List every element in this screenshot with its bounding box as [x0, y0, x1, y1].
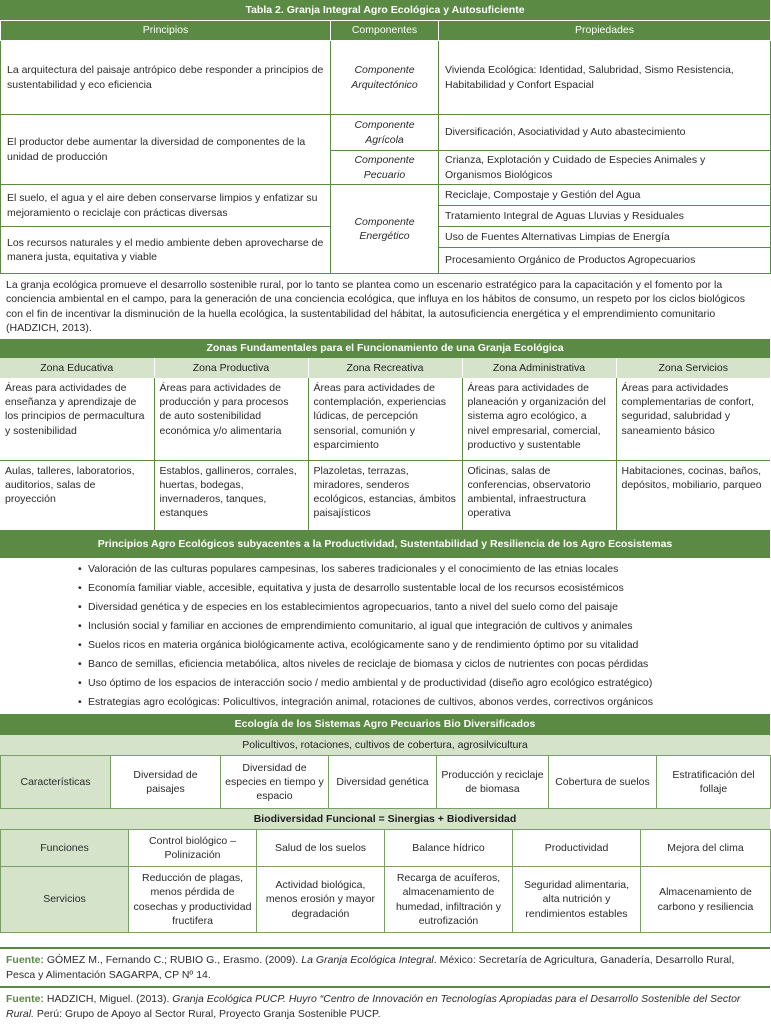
- list-item: • Banco de semillas, eficiencia metabólica, altos niveles de reciclaje de biomasa y ciclos de nutrientes con pocas pérdidas: [88, 655, 770, 674]
- component-cell: Componente Pecuario: [331, 151, 439, 185]
- zone-description: Áreas para actividades de enseñanza y aprendizaje de los principios de permacultura y sostenibilidad: [5, 382, 145, 437]
- table2: [0, 20, 771, 274]
- characteristic-cell: Diversidad de paisajes: [111, 756, 221, 809]
- property-cell: Reciclaje, Compostaje y Gestión del Agua: [439, 185, 771, 206]
- source-text: GÓMEZ M., Fernando C.; RUBIO G., Erasmo. (2009).: [43, 954, 302, 966]
- characteristic-cell: Diversidad de especies en tiempo y espacio: [221, 756, 329, 809]
- intro-paragraph: La granja ecológica promueve el desarrollo sostenible rural, por lo tanto se plantea como un escenario estratégico para la capacitación y el fomento por la conciencia ambiental en el campo, para la generación de una conciencia ecológica, que influya en los hábitos de consumo, un respeto por los ciclos biológicos con el fin de incentivar la disminución de la huella ecológica, la sustentabilidad del hábitat, la autosuficiencia energética y el emprendimiento comunitario (HADZICH, 2013).: [6, 279, 745, 335]
- source-label: Fuente:: [6, 993, 44, 1006]
- zone-description: Áreas para actividades de contemplación, experiencias lúdicas, de percepción sensorial, comunión y esparcimiento: [308, 378, 462, 460]
- principles-title: Principios Agro Ecológicos subyacentes a la Productividad, Sustentabilidad y Resiliencia de los Agro Ecosistemas: [0, 530, 770, 558]
- function-cell: Balance hídrico: [385, 830, 513, 867]
- zone-examples: Plazoletas, terrazas, miradores, senderos ecológicos, estancias, ámbitos paisajísticos: [308, 460, 462, 530]
- characteristic-cell: Producción y reciclaje de biomasa: [437, 756, 549, 809]
- zone-examples: Habitaciones, cocinas, baños, depósitos, mobiliario, parqueo: [616, 460, 770, 530]
- function-cell: Productividad: [513, 830, 641, 867]
- zone-header: Zona Recreativa: [308, 358, 462, 378]
- zone-description: Áreas para actividades de producción y para procesos de auto sostenibilidad económica y/o alimentaria: [154, 378, 308, 460]
- zone-description: Áreas para actividades complementarias de confort, seguridad, salubridad y saneamiento básico: [616, 378, 770, 460]
- source-gomez: [0, 949, 770, 986]
- zone-examples: Establos, gallineros, corrales, huertas, bodegas, invernaderos, tanques, estanques: [154, 460, 308, 530]
- source-title: Granja Ecológica PUCP. Huyro “Centro de Innovación en Tecnologías Apropiadas para el Desarrollo Sostenible del Sector Rural.: [6, 993, 741, 1021]
- component-cell: Componente Energético: [331, 185, 439, 274]
- header-componentes: Componentes: [331, 21, 439, 41]
- zone-header: Zona Administrativa: [462, 358, 616, 378]
- principles-list: [0, 558, 770, 714]
- service-cell: Almacenamiento de carbono y resiliencia: [641, 867, 771, 933]
- source-title: La Granja Ecológica Integral: [301, 954, 434, 966]
- eco-title: Ecología de los Sistemas Agro Pecuarios Bio Diversificados: [0, 714, 770, 735]
- characteristic-cell: Cobertura de suelos: [549, 756, 657, 809]
- list-item: • Inclusión social y familiar en acciones de emprendimiento comunitario, al igual que integración de cultivos y animales: [88, 617, 770, 636]
- service-cell: Actividad biológica, menos erosión y mayor degradación: [257, 867, 385, 933]
- table2-title: Tabla 2. Granja Integral Agro Ecológica y Autosuficiente: [0, 0, 770, 20]
- list-item: • Diversidad genética y de especies en los establecimientos agropecuarios, tanto a nivel del suelo como del paisaje: [88, 598, 770, 617]
- characteristics-label: Características: [1, 756, 111, 809]
- property-cell: Crianza, Explotación y Cuidado de Especies Animales y Organismos Biológicos: [439, 151, 771, 185]
- source-hadzich: [0, 988, 770, 1025]
- source-label: Fuente:: [6, 954, 44, 966]
- principle-cell: El suelo, el agua y el aire deben conservarse limpios y enfatizar su mejoramiento o reciclaje con prácticas diversas: [1, 185, 331, 227]
- list-item: • Uso óptimo de los espacios de interacción socio / medio ambiental y de productividad (diseño agro ecológico estratégico): [88, 674, 770, 693]
- property-cell: Tratamiento Integral de Aguas Lluvias y Residuales: [439, 206, 771, 227]
- header-propiedades: Propiedades: [439, 21, 771, 41]
- eco-subtitle-policultivos: Policultivos, rotaciones, cultivos de cobertura, agrosilvicultura: [0, 735, 770, 755]
- eco-functions-table: [0, 829, 771, 933]
- list-item: • Economía familiar viable, accesible, equitativa y justa de desarrollo sustentable local de los recursos ecosistémicos: [88, 579, 770, 598]
- zones-table: [0, 358, 770, 530]
- component-cell: Componente Arquitectónico: [331, 41, 439, 115]
- zone-examples: Aulas, talleres, laboratorios, auditorios, salas de proyección: [0, 460, 154, 530]
- list-item: • Valoración de las culturas populares campesinas, los saberes tradicionales y el conocimiento de las etnias locales: [88, 560, 770, 579]
- eco-subtitle-biodiversidad: Biodiversidad Funcional = Sinergias + Biodiversidad: [0, 809, 770, 829]
- header-principios: Principios: [1, 21, 331, 41]
- service-cell: Reducción de plagas, menos pérdida de cosechas y productividad fructifera: [129, 867, 257, 933]
- characteristic-cell: Diversidad genética: [329, 756, 437, 809]
- principle-cell: La arquitectura del paisaje antrópico debe responder a principios de sustentabilidad y eco eficiencia: [1, 41, 331, 115]
- list-item: • Suelos ricos en materia orgánica biológicamente activa, ecológicamente sano y de rendimiento óptimo por su vitalidad: [88, 636, 770, 655]
- property-cell: Diversificación, Asociatividad y Auto abastecimiento: [439, 115, 771, 151]
- principle-cell: Los recursos naturales y el medio ambiente deben aprovecharse de manera justa, equitativa y viable: [1, 227, 331, 274]
- function-cell: Salud de los suelos: [257, 830, 385, 867]
- characteristic-cell: Estratificación del follaje: [657, 756, 771, 809]
- zones-title: Zonas Fundamentales para el Funcionamiento de una Granja Ecológica: [0, 339, 770, 358]
- source-text: . México: Secretaría de Agricultura, Ganadería, Desarrollo Rural, Pesca y Alimentación SAGARPA, CP Nº 14.: [6, 954, 735, 981]
- zone-header: Zona Servicios: [616, 358, 770, 378]
- zone-header: Zona Productiva: [154, 358, 308, 378]
- zone-description: Áreas para actividades de planeación y organización del sistema agro ecológico, a nivel empresarial, comercial, productivo y sustentable: [462, 378, 616, 460]
- zone-examples: Oficinas, salas de conferencias, observatorio ambiental, infraestructura operativa: [462, 460, 616, 530]
- function-cell: Mejora del clima: [641, 830, 771, 867]
- component-cell: Componente Agrícola: [331, 115, 439, 151]
- zone-header: Zona Educativa: [40, 361, 114, 374]
- list-item: • Estrategias agro ecológicas: Policultivos, integración animal, rotaciones de cultivos, abonos verdes, correctivos orgánicos: [88, 693, 770, 712]
- eco-characteristics-table: [0, 755, 771, 809]
- property-cell: Procesamiento Orgánico de Productos Agropecuarios: [439, 248, 771, 274]
- property-cell: Vivienda Ecológica: Identidad, Salubridad, Sismo Resistencia, Habitabilidad y Confort Espacial: [439, 41, 771, 115]
- source-text: HADZICH, Miguel. (2013).: [43, 993, 173, 1006]
- service-cell: Seguridad alimentaria, alta nutrición y rendimientos estables: [513, 867, 641, 933]
- source-text: Perú: Grupo de Apoyo al Sector Rural, Proyecto Granja Sostenible PUCP.: [34, 1008, 381, 1021]
- functions-label: Funciones: [1, 830, 129, 867]
- property-cell: Uso de Fuentes Alternativas Limpias de Energía: [439, 227, 771, 248]
- service-cell: Recarga de acuíferos, almacenamiento de humedad, infiltración y eutrofización: [385, 867, 513, 933]
- function-cell: Control biológico – Polinización: [129, 830, 257, 867]
- principle-cell: El productor debe aumentar la diversidad de componentes de la unidad de producción: [1, 115, 331, 185]
- services-label: Servicios: [1, 867, 129, 933]
